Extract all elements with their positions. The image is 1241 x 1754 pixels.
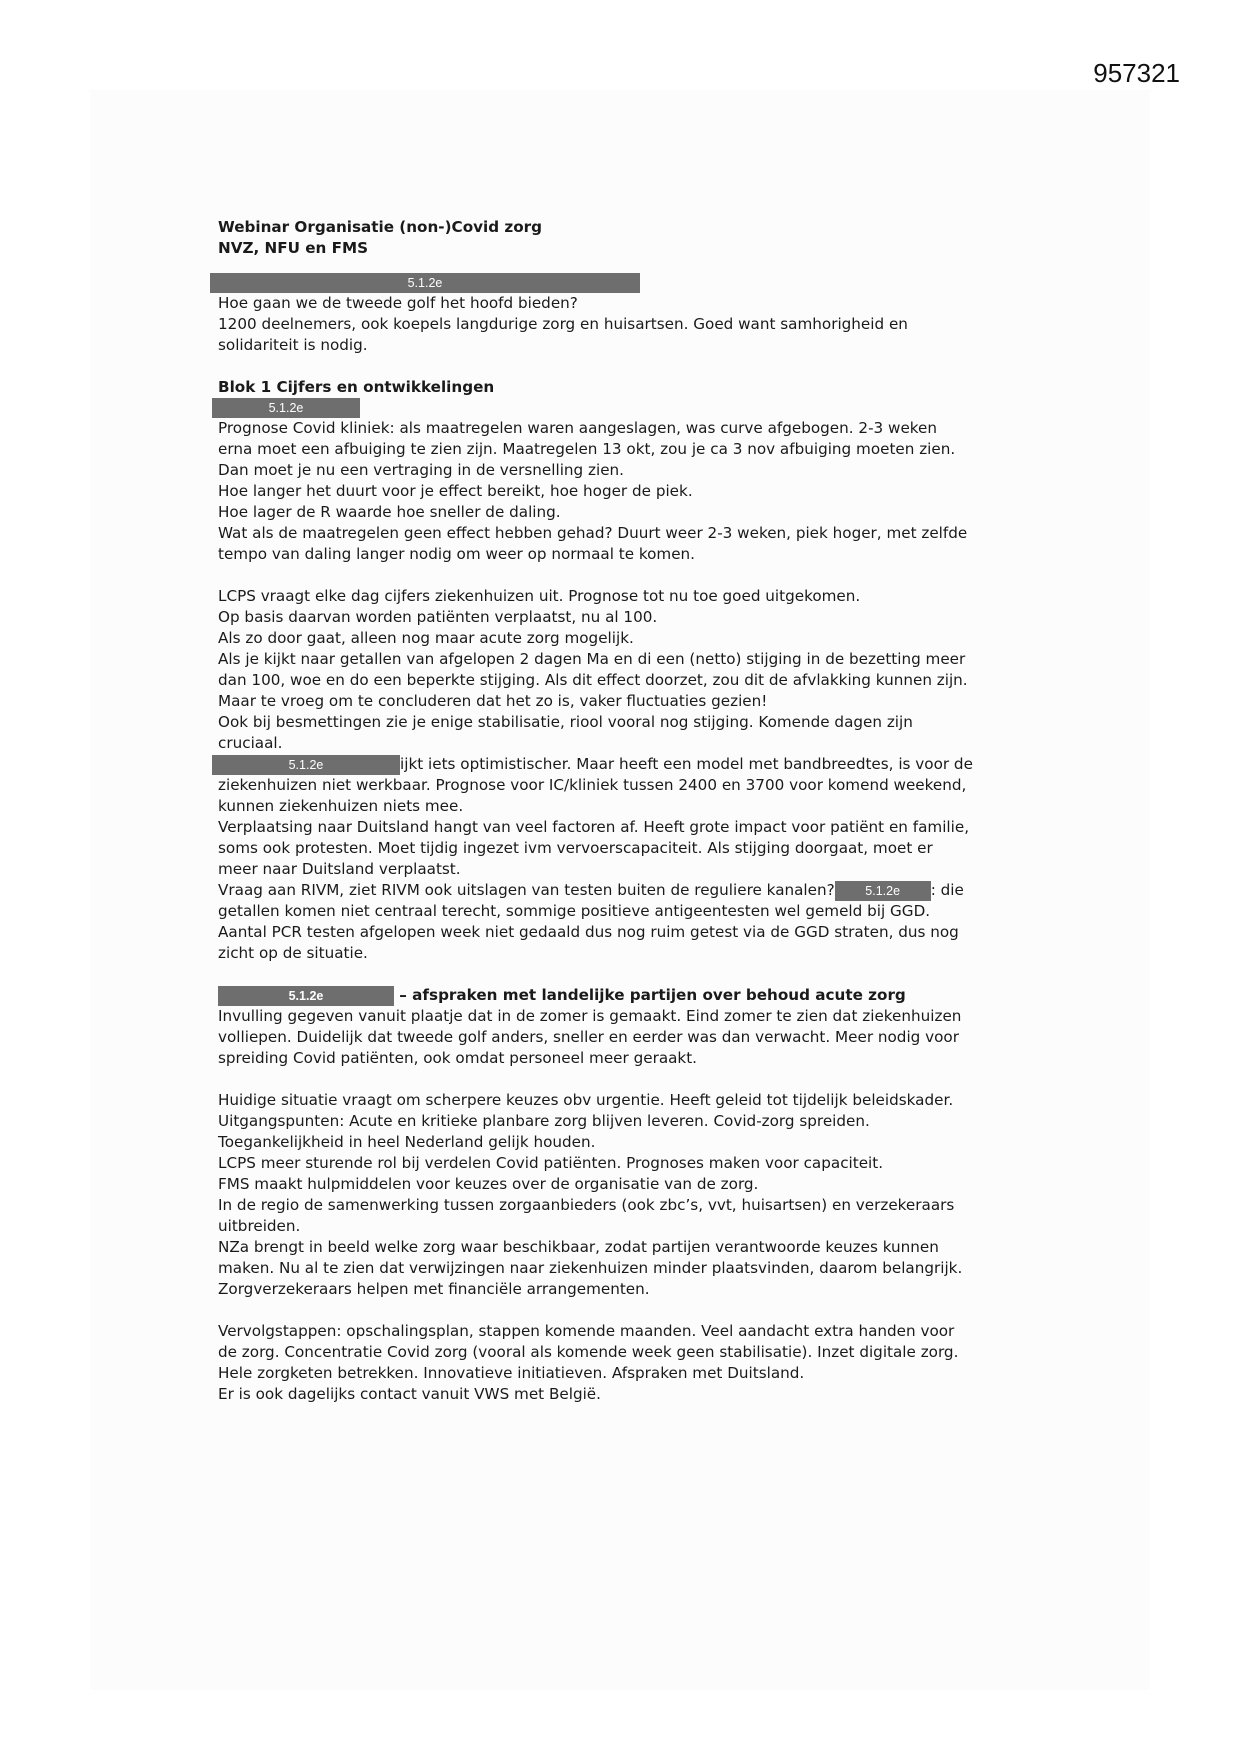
text-line: Wat als de maatregelen geen effect hebben gehad? Duurt weer 2-3 weken, piek hoger, met zelfde xyxy=(218,524,968,542)
text-line: ziekenhuizen niet werkbaar. Prognose voor IC/kliniek tussen 2400 en 3700 voor komend weekend, xyxy=(218,776,967,794)
text-line: meer naar Duitsland verplaatst. xyxy=(218,860,461,878)
text-line: LCPS meer sturende rol bij verdelen Covid patiënten. Prognoses maken voor capaciteit. xyxy=(218,1154,884,1172)
text-line: Invulling gegeven vanuit plaatje dat in de zomer is gemaakt. Eind zomer te zien dat ziekenhuizen xyxy=(218,1007,962,1025)
section-heading-blok1: Blok 1 Cijfers en ontwikkelingen xyxy=(218,378,495,396)
text-line: 1200 deelnemers, ook koepels langdurige zorg en huisartsen. Goed want samhorigheid en xyxy=(218,315,908,333)
text-line: zicht op de situatie. xyxy=(218,944,368,962)
redaction-block: 5.1.2e xyxy=(218,986,394,1006)
text-run: : die xyxy=(930,881,964,899)
text-line: kunnen ziekenhuizen niets mee. xyxy=(218,797,464,815)
text-line: Toegankelijkheid in heel Nederland gelijk houden. xyxy=(218,1133,596,1151)
text-line: In de regio de samenwerking tussen zorgaanbieders (ook zbc’s, vvt, huisartsen) en verzekeraars xyxy=(218,1196,955,1214)
text-line: Prognose Covid kliniek: als maatregelen waren aangeslagen, was curve afgebogen. 2-3 weken xyxy=(218,419,938,437)
paragraph xyxy=(218,1321,1038,1405)
text-line: Verplaatsing naar Duitsland hangt van veel factoren af. Heeft grote impact voor patiënt en familie, xyxy=(218,818,970,836)
paragraph xyxy=(218,754,1038,964)
text-line xyxy=(218,754,1038,775)
text-line: FMS maakt hulpmiddelen voor keuzes over de organisatie van de zorg. xyxy=(218,1175,759,1193)
text-line: Er is ook dagelijks contact vanuit VWS met België. xyxy=(218,1385,601,1403)
redaction-block: 5.1.2e xyxy=(835,881,931,901)
redaction-block: 5.1.2e xyxy=(210,273,640,293)
text-line: soms ook protesten. Moet tijdig ingezet ivm vervoerscapaciteit. Als stijging doorgaat, moet er xyxy=(218,839,933,857)
text-line: Op basis daarvan worden patiënten verplaatst, nu al 100. xyxy=(218,608,658,626)
text-line: Zorgverzekeraars helpen met financiële arrangementen. xyxy=(218,1280,650,1298)
text-line: cruciaal. xyxy=(218,734,283,752)
text-line: Vervolgstappen: opschalingsplan, stappen komende maanden. Veel aandacht extra handen voor xyxy=(218,1322,955,1340)
text-line: getallen komen niet centraal terecht, sommige positieve antigeentesten wel gemeld bij GGD. xyxy=(218,902,931,920)
paragraph xyxy=(218,586,1038,754)
text-line: spreiding Covid patiënten, ook omdat personeel meer geraakt. xyxy=(218,1049,698,1067)
text-line: Maar te vroeg om te concluderen dat het zo is, vaker fluctuaties gezien! xyxy=(218,692,768,710)
text-line: volliepen. Duidelijk dat tweede golf anders, sneller en eerder was dan verwacht. Meer nodig voor xyxy=(218,1028,959,1046)
text-line: LCPS vraagt elke dag cijfers ziekenhuizen uit. Prognose tot nu toe goed uitgekomen. xyxy=(218,587,861,605)
document-subtitle: NVZ, NFU en FMS xyxy=(218,239,369,257)
paragraph xyxy=(218,1006,1038,1069)
text-line: de zorg. Concentratie Covid zorg (vooral als komende week geen stabilisatie). Inzet digitale zorg. xyxy=(218,1343,959,1361)
text-line: NZa brengt in beeld welke zorg waar beschikbaar, zodat partijen verantwoorde keuzes kunnen xyxy=(218,1238,939,1256)
text-line: maken. Nu al te zien dat verwijzingen naar ziekenhuizen minder plaatsvinden, daarom belangrijk. xyxy=(218,1259,963,1277)
text-line: dan 100, woe en do een beperkte stijging. Als dit effect doorzet, zou dit de afvlakking kunnen zijn. xyxy=(218,671,968,689)
text-line: tempo van daling langer nodig om weer op normaal te komen. xyxy=(218,545,696,563)
redaction-block: 5.1.2e xyxy=(212,398,360,418)
text-line: Hoe gaan we de tweede golf het hoofd bieden? xyxy=(218,294,578,312)
document-body xyxy=(218,217,1038,1405)
text-line: uitbreiden. xyxy=(218,1217,301,1235)
document-title: Webinar Organisatie (non-)Covid zorg xyxy=(218,218,543,236)
text-line: erna moet een afbuiging te zien zijn. Maatregelen 13 okt, zou je ca 3 nov afbuiging moeten zien. xyxy=(218,440,956,458)
text-line: Uitgangspunten: Acute en kritieke planbare zorg blijven leveren. Covid-zorg spreiden. xyxy=(218,1112,870,1130)
document-number: 957321 xyxy=(1093,58,1180,88)
text-line: Huidige situatie vraagt om scherpere keuzes obv urgentie. Heeft geleid tot tijdelijk beleidskader. xyxy=(218,1091,954,1109)
text-line xyxy=(218,880,1038,901)
text-run: Vraag aan RIVM, ziet RIVM ook uitslagen van testen buiten de reguliere kanalen? xyxy=(218,881,835,899)
text-line: Als zo door gaat, alleen nog maar acute zorg mogelijk. xyxy=(218,629,634,647)
heading-text: – afspraken met landelijke partijen over behoud acute zorg xyxy=(394,986,906,1004)
text-run: ijkt iets optimistischer. Maar heeft een model met bandbreedtes, is voor de xyxy=(400,755,973,773)
text-line: Hele zorgketen betrekken. Innovatieve initiatieven. Afspraken met Duitsland. xyxy=(218,1364,805,1382)
paragraph xyxy=(218,1090,1038,1300)
text-line: Dan moet je nu een vertraging in de versnelling zien. xyxy=(218,461,624,479)
section-heading-blok2 xyxy=(218,985,1038,1006)
text-line: solidariteit is nodig. xyxy=(218,336,368,354)
intro-paragraph xyxy=(218,293,1038,356)
text-line: Ook bij besmettingen zie je enige stabilisatie, riool vooral nog stijging. Komende dagen zijn xyxy=(218,713,913,731)
redaction-block: 5.1.2e xyxy=(212,755,400,775)
text-line: Aantal PCR testen afgelopen week niet gedaald dus nog ruim getest via de GGD straten, dus nog xyxy=(218,923,959,941)
text-line: Hoe lager de R waarde hoe sneller de daling. xyxy=(218,503,561,521)
text-line: Als je kijkt naar getallen van afgelopen 2 dagen Ma en di een (netto) stijging in de bezetting meer xyxy=(218,650,966,668)
text-line: Hoe langer het duurt voor je effect bereikt, hoe hoger de piek. xyxy=(218,482,693,500)
paragraph xyxy=(218,418,1038,565)
